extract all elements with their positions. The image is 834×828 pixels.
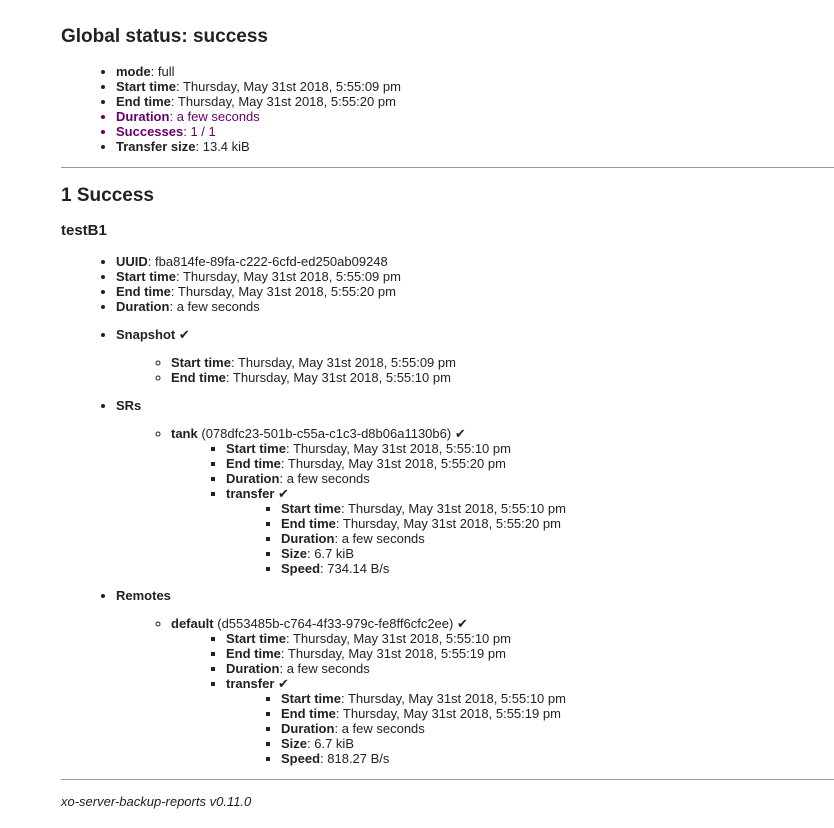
check-icon: ✔ bbox=[178, 327, 190, 342]
snapshot-wrapper bbox=[61, 355, 834, 385]
snapshot-list bbox=[116, 355, 834, 385]
list-item: ▪ End time: Thursday, May 31st 2018, 5:55:19 pm bbox=[281, 706, 834, 721]
snapshot-section bbox=[61, 327, 834, 342]
success-heading: 1 Success bbox=[61, 185, 154, 206]
list-item: ◦ Start time: Thursday, May 31st 2018, 5:55:09 pm bbox=[171, 355, 834, 370]
list-item: ▪ Size: 6.7 kiB bbox=[281, 736, 834, 751]
list-item: ▪ transfer ✔ ▪ Start time: Thursday, May 31st 2018, 5:55:10 pm ▪ End time: Thursday, May 31st 2018, 5:55:20 pm ▪ Duration: a few seconds ▪ Size: 6.7 kiB ▪ Speed: 734.14 B/s bbox=[226, 486, 834, 576]
list-item: ▪ Start time: Thursday, May 31st 2018, 5:55:10 pm bbox=[281, 501, 834, 516]
list-item bbox=[116, 426, 834, 576]
vm-details-list bbox=[61, 254, 834, 314]
list-item: ▪ End time: Thursday, May 31st 2018, 5:55:19 pm bbox=[226, 646, 834, 661]
list-item: ▪ Start time: Thursday, May 31st 2018, 5:55:10 pm bbox=[281, 691, 834, 706]
remote-item: ◦ default (d553485b-c764-4f33-979c-fe8ff6cfc2ee) ✔ ▪ Start time: Thursday, May 31st 2018, 5:55:10 pm ▪ End time: Thursday, May 31st 2018, 5:55:19 pm ▪ Duration: a few seconds ▪ transfer ✔ ▪ Start time: Thursday, May 31st 2018, 5:55:10 pm ▪ End time: Thursday, May 31st 2018, 5:55:19 pm ▪ Duration: a few seconds ▪ Size: 6.7 kiB ▪ Speed: 818.27 B/s bbox=[171, 616, 834, 766]
list-item: • Start time: Thursday, May 31st 2018, 5:55:09 pm bbox=[116, 79, 834, 94]
list-item bbox=[116, 355, 834, 385]
list-item: ▪ Start time: Thursday, May 31st 2018, 5:55:10 pm bbox=[226, 631, 834, 646]
check-icon: ✔ bbox=[454, 426, 466, 441]
global-status-heading: Global status: success bbox=[61, 26, 268, 47]
list-item: • UUID: fba814fe-89fa-c222-6cfd-ed250ab09248 bbox=[116, 254, 834, 269]
remote-details-list bbox=[171, 631, 834, 766]
list-item bbox=[116, 616, 834, 766]
sr-item: ◦ tank (078dfc23-501b-c55a-c1c3-d8b06a1130b6) ✔ ▪ Start time: Thursday, May 31st 2018, 5:55:10 pm ▪ End time: Thursday, May 31st 2018, 5:55:20 pm ▪ Duration: a few seconds ▪ transfer ✔ ▪ Start time: Thursday, May 31st 2018, 5:55:10 pm ▪ End time: Thursday, May 31st 2018, 5:55:20 pm ▪ Duration: a few seconds ▪ Size: 6.7 kiB ▪ Speed: 734.14 B/s bbox=[171, 426, 834, 576]
list-item: • End time: Thursday, May 31st 2018, 5:55:20 pm bbox=[116, 94, 834, 109]
list-item: • mode: full bbox=[116, 64, 834, 79]
sr-details-list bbox=[171, 441, 834, 576]
divider bbox=[61, 167, 834, 168]
list-item: • SRs bbox=[116, 398, 834, 413]
list-item: ▪ Start time: Thursday, May 31st 2018, 5:55:10 pm bbox=[226, 441, 834, 456]
list-item: • End time: Thursday, May 31st 2018, 5:55:20 pm bbox=[116, 284, 834, 299]
list-item: ▪ Duration: a few seconds bbox=[226, 661, 834, 676]
list-item: ▪ End time: Thursday, May 31st 2018, 5:55:20 pm bbox=[226, 456, 834, 471]
remotes-section bbox=[61, 588, 834, 603]
srs-wrapper bbox=[61, 426, 834, 576]
footer-version: xo-server-backup-reports v0.11.0 bbox=[61, 794, 252, 809]
list-item: • Duration: a few seconds bbox=[116, 109, 834, 124]
list-item: ▪ Duration: a few seconds bbox=[281, 721, 834, 736]
remote-transfer-list bbox=[226, 691, 834, 766]
list-item: ▪ End time: Thursday, May 31st 2018, 5:55:20 pm bbox=[281, 516, 834, 531]
list-item: • Successes: 1 / 1 bbox=[116, 124, 834, 139]
list-item: ▪ transfer ✔ ▪ Start time: Thursday, May 31st 2018, 5:55:10 pm ▪ End time: Thursday, May 31st 2018, 5:55:19 pm ▪ Duration: a few seconds ▪ Size: 6.7 kiB ▪ Speed: 818.27 B/s bbox=[226, 676, 834, 766]
global-status-list bbox=[61, 64, 834, 154]
divider bbox=[61, 779, 834, 780]
list-item: • Transfer size: 13.4 kiB bbox=[116, 139, 834, 154]
list-item: ◦ End time: Thursday, May 31st 2018, 5:55:10 pm bbox=[171, 370, 834, 385]
check-icon: ✔ bbox=[278, 486, 289, 501]
list-item: ▪ Duration: a few seconds bbox=[281, 531, 834, 546]
remote-list bbox=[116, 616, 834, 766]
list-item: • Snapshot ✔ bbox=[116, 327, 834, 342]
list-item: ▪ Speed: 734.14 B/s bbox=[281, 561, 834, 576]
list-item: • Duration: a few seconds bbox=[116, 299, 834, 314]
sr-transfer-list bbox=[226, 501, 834, 576]
vm-name: testB1 bbox=[61, 222, 107, 239]
check-icon: ✔ bbox=[456, 616, 468, 631]
check-icon: ✔ bbox=[278, 676, 289, 691]
list-item: • Remotes bbox=[116, 588, 834, 603]
srs-section bbox=[61, 398, 834, 413]
list-item: • Start time: Thursday, May 31st 2018, 5:55:09 pm bbox=[116, 269, 834, 284]
sr-list bbox=[116, 426, 834, 576]
list-item: ▪ Speed: 818.27 B/s bbox=[281, 751, 834, 766]
list-item: ▪ Size: 6.7 kiB bbox=[281, 546, 834, 561]
remotes-wrapper bbox=[61, 616, 834, 766]
list-item: ▪ Duration: a few seconds bbox=[226, 471, 834, 486]
